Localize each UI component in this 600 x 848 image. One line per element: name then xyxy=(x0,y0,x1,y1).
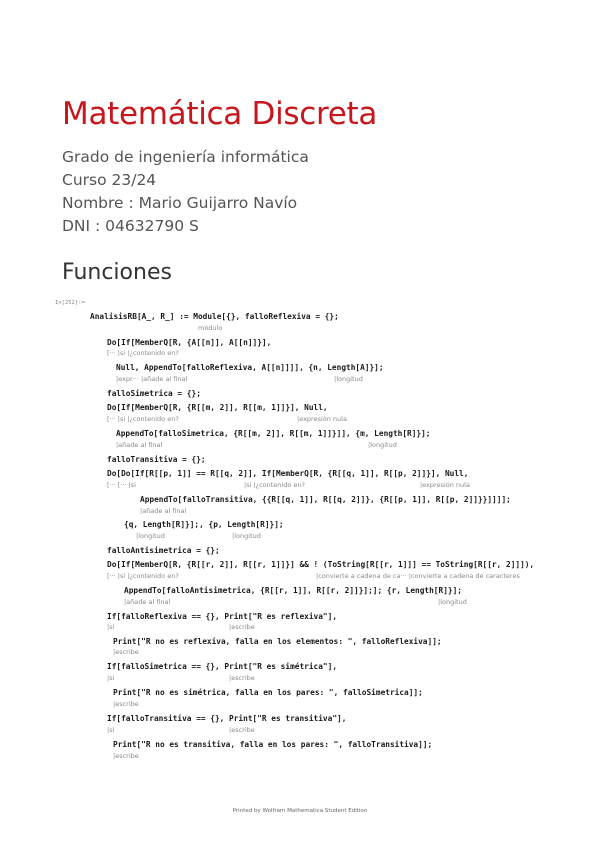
code-annotation: |expresión nula xyxy=(420,481,470,489)
code-annotation: |añade al final xyxy=(124,598,171,606)
code-annotation: |longitud xyxy=(136,532,165,540)
code-annotation: |si |¿contenido en? xyxy=(244,481,305,489)
code-annotation: |si xyxy=(107,726,115,734)
code-annotation: |expr··· |añade al final xyxy=(116,375,188,383)
print-footer: Printed by Wolfram Mathematica Student Edition xyxy=(232,808,368,814)
code-line: Do[If[MemberQ[R, {R[[m, 2]], R[[m, 1]]}], Null, xyxy=(107,403,328,412)
code-line: Null, AppendTo[falloReflexiva, A[[n]]]], {n, Length[A]}]; xyxy=(116,363,384,372)
code-line: falloAntisimetrica = {}; xyxy=(107,546,220,555)
name-line: Nombre : Mario Guijarro Navío xyxy=(62,194,298,212)
code-line: Print["R no es reflexiva, falla en los elementos: ", falloReflexiva]]; xyxy=(113,637,442,646)
code-line: Print["R no es transitiva, falla en los pares: ", falloTransitiva]]; xyxy=(113,740,433,749)
code-line: Do[If[MemberQ[R, {A[[n]], A[[n]]}], xyxy=(107,338,272,347)
code-annotation: |si xyxy=(107,623,115,631)
code-annotation: |escribe xyxy=(229,726,255,734)
code-annotation: |añade al final xyxy=(116,441,163,449)
code-annotation: |longitud xyxy=(232,532,261,540)
code-annotation: |escribe xyxy=(229,674,255,682)
code-annotation: |convierte a cadena de ca··· |convierte a cadena de caracteres xyxy=(316,572,520,580)
code-annotation: |escribe xyxy=(113,700,139,708)
code-annotation: |expresión nula xyxy=(297,415,347,423)
section-title-funciones: Funciones xyxy=(62,260,172,285)
code-annotation: |longitud xyxy=(438,598,467,606)
input-cell-label: In[252]:= xyxy=(55,300,85,306)
code-line: falloTransitiva = {}; xyxy=(107,455,206,464)
document-title: Matemática Discreta xyxy=(62,96,378,132)
code-annotation: |añade al final xyxy=(140,507,187,515)
code-annotation: |escribe xyxy=(113,648,139,656)
code-line: If[falloSimetrica == {}, Print["R es simétrica"], xyxy=(107,662,338,671)
code-annotation: |si xyxy=(107,674,115,682)
code-annotation: [··· |si |¿contenido en? xyxy=(107,415,179,423)
code-line: Do[Do[If[R[[p, 1]] == R[[q, 2]], If[MemberQ[R, {R[[q, 1]], R[[p, 2]]}], Null, xyxy=(107,469,469,478)
code-annotation: [··· |si |¿contenido en? xyxy=(107,349,179,357)
code-annotation: [··· [··· |si xyxy=(107,481,136,489)
code-line: AppendTo[falloAntisimetrica, {R[[r, 1]], R[[r, 2]]}];]; {r, Length[R]}]; xyxy=(124,586,462,595)
degree-line: Grado de ingeniería informática xyxy=(62,148,309,166)
course-line: Curso 23/24 xyxy=(62,171,157,189)
code-line: AppendTo[falloSimetrica, {R[[m, 2]], R[[m, 1]]}]], {m, Length[R]}]; xyxy=(116,429,431,438)
code-annotation: |escribe xyxy=(113,752,139,760)
code-line: AnalisisRB[A_, R_] := Module[{}, falloReflexiva = {}; xyxy=(90,312,339,321)
code-annotation: |escribe xyxy=(229,623,255,631)
code-annotation: |longitud xyxy=(368,441,397,449)
code-line: AppendTo[falloTransitiva, {{R[[q, 1]], R[[q, 2]]}, {R[[p, 1]], R[[p, 2]]}}]]]]; xyxy=(140,495,511,504)
code-line: Do[If[MemberQ[R, {R[[r, 2]], R[[r, 1]]}] && ! (ToString[R[[r, 1]]] == ToString[R[[r, 2]]]), xyxy=(107,560,535,569)
dni-line: DNI : 04632790 S xyxy=(62,217,199,235)
code-annotation: [··· |si |¿contenido en? xyxy=(107,572,179,580)
code-line: {q, Length[R]}];, {p, Length[R]}]; xyxy=(124,520,284,529)
code-annotation: módulo xyxy=(198,324,223,332)
code-line: Print["R no es simétrica, falla en los pares: ", falloSimetrica]]; xyxy=(113,688,423,697)
code-line: If[falloTransitiva == {}, Print["R es transitiva"], xyxy=(107,714,347,723)
code-line: If[falloReflexiva == {}, Print["R es reflexiva"], xyxy=(107,612,338,621)
code-annotation: |longitud xyxy=(334,375,363,383)
code-line: falloSimetrica = {}; xyxy=(107,389,201,398)
